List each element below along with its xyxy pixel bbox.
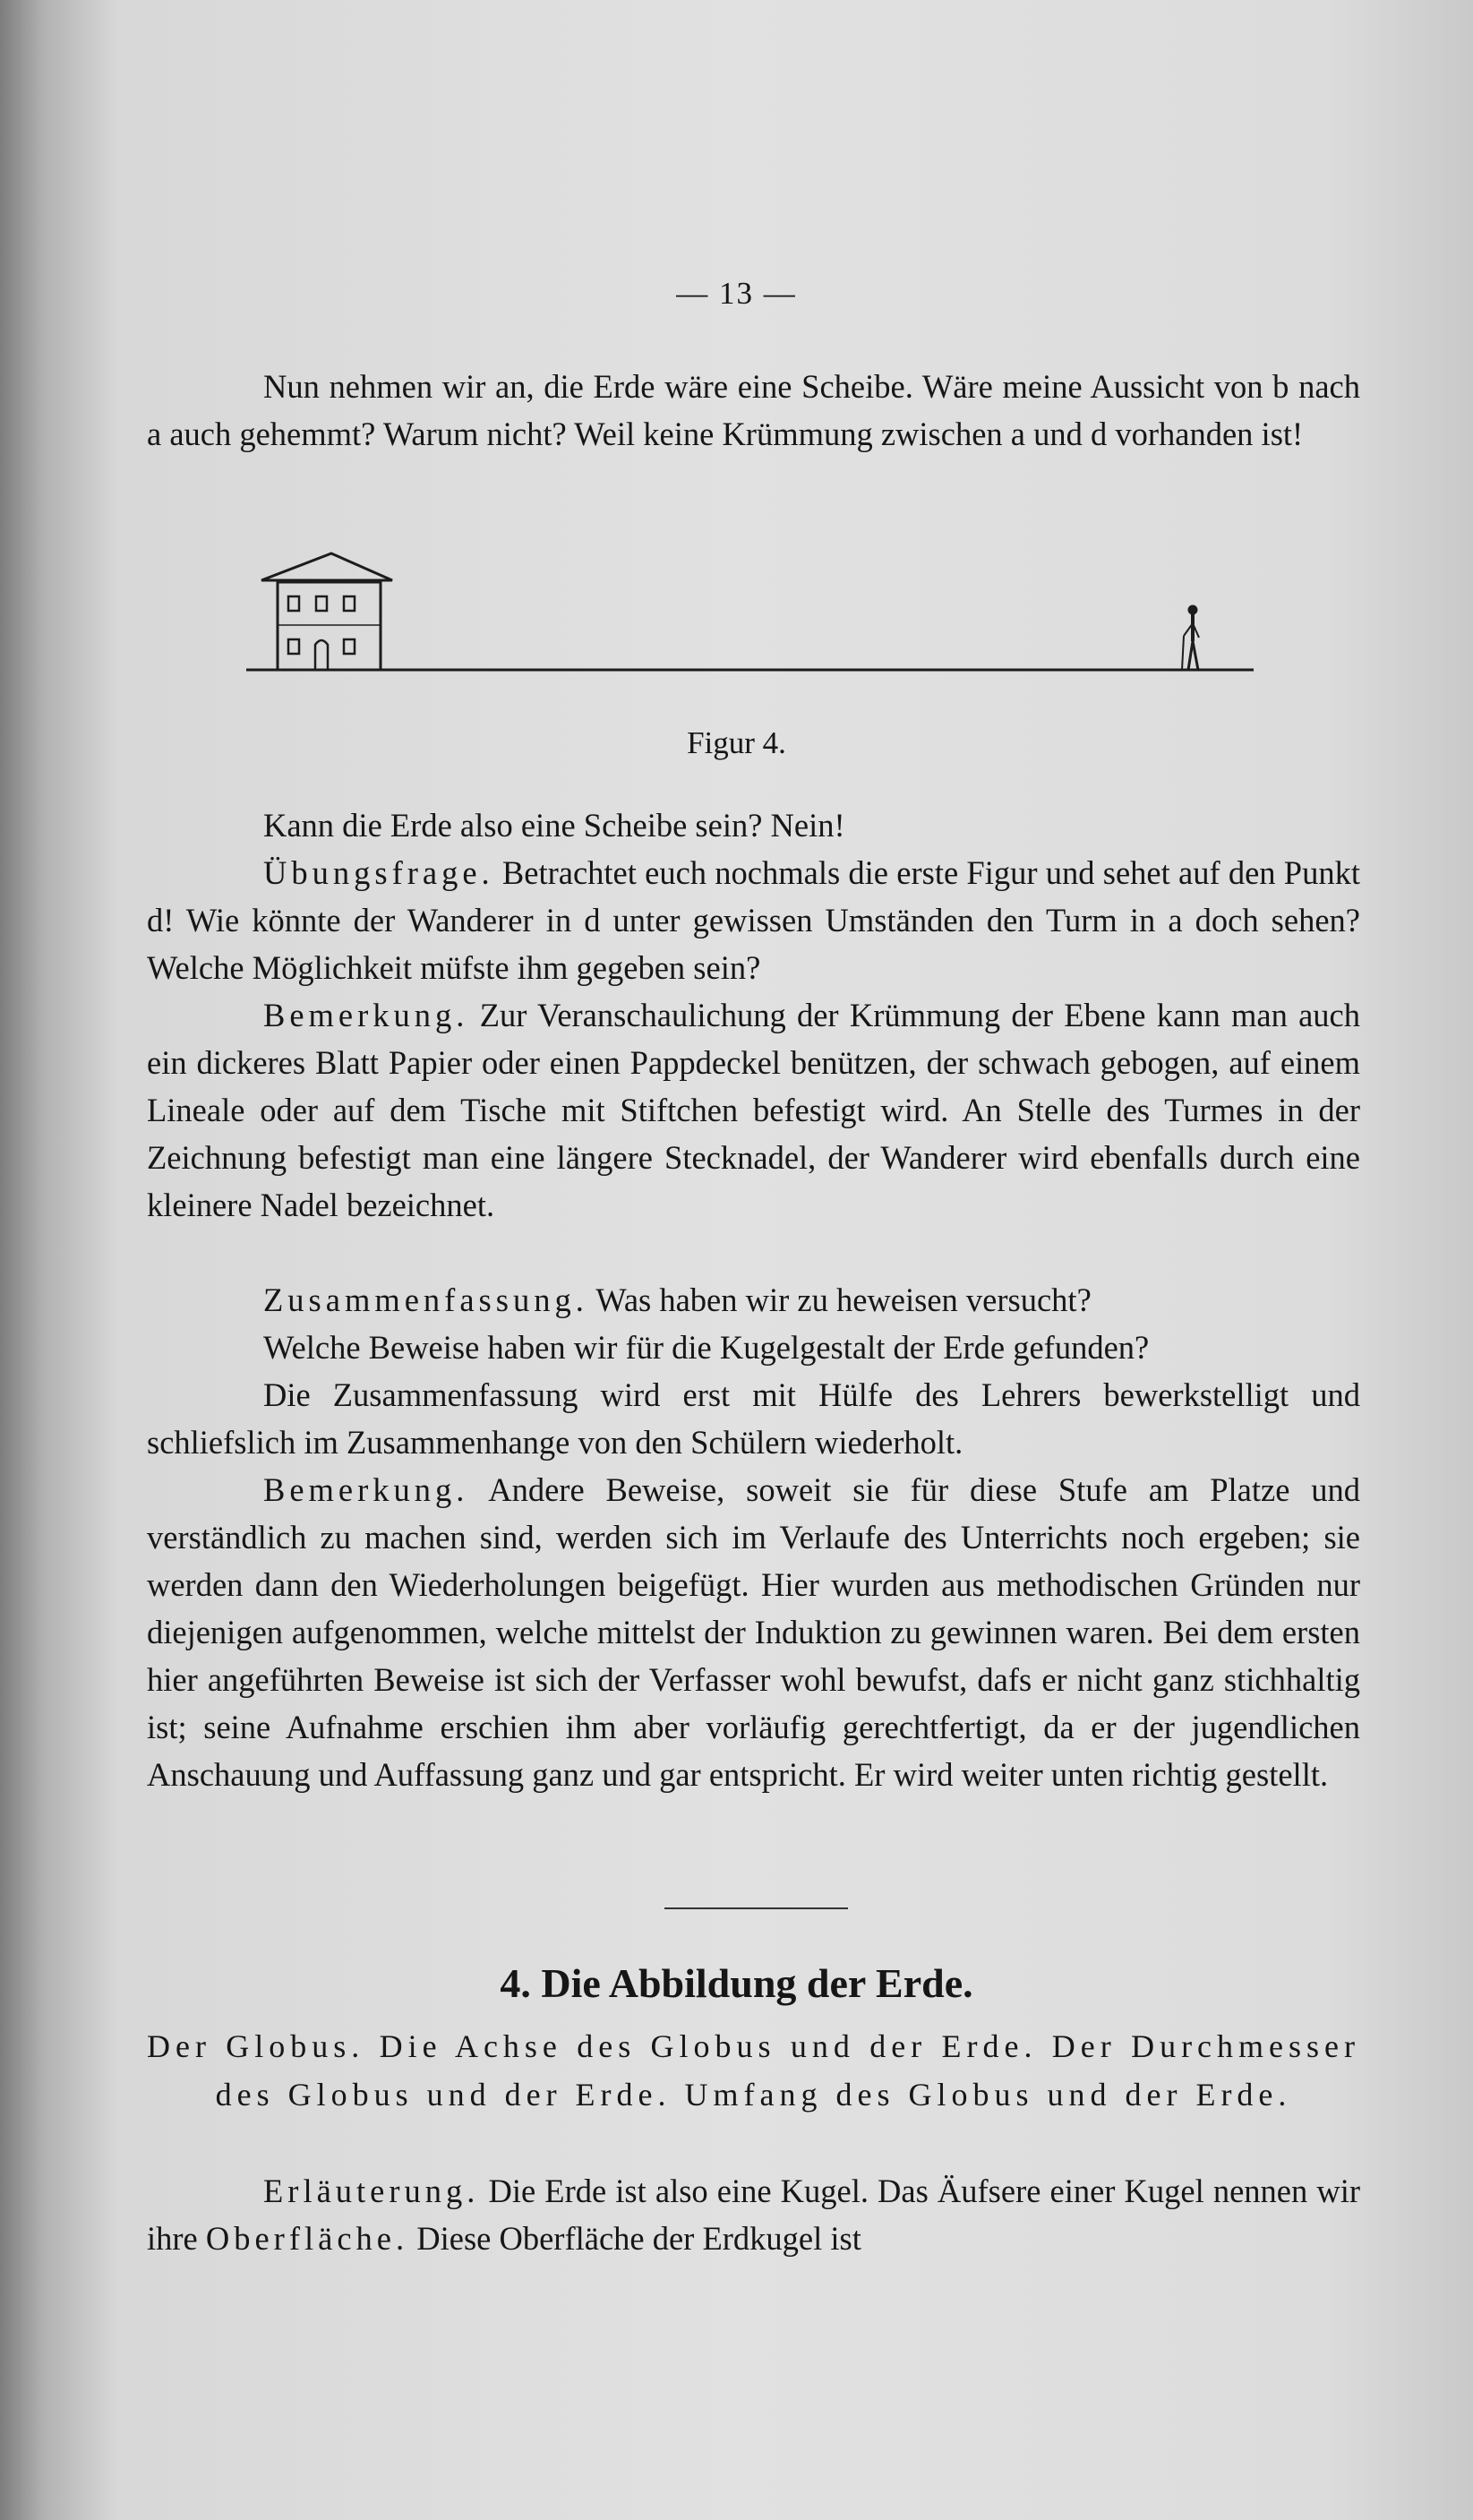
term-oberflaeche: Oberfläche.	[205, 2220, 409, 2257]
paragraph-summary	[147, 1276, 1360, 1324]
label-erlaeuterung: Erläuterung.	[263, 2173, 480, 2209]
paragraph-summary-procedure: Die Zusammenfassung wird erst mit Hülfe des Lehrers bewerkstelligt und schliefslich im Zusammenhange von den Schülern wiederholt.	[147, 1376, 1360, 1461]
figure-caption: Figur 4.	[687, 725, 786, 760]
label-bemerkung-1: Bemerkung.	[263, 997, 469, 1033]
paragraph-practice-question	[147, 849, 1360, 991]
paragraph-remark-1	[147, 991, 1360, 1229]
label-bemerkung-2: Bemerkung.	[263, 1471, 469, 1508]
paragraph-explanation	[147, 2167, 1360, 2262]
practice-question-text: Betrachtet euch nochmals die erste Figur und sehet auf den Punkt d! Wie könnte der Wanderer in d unter gewissen Umständen den Turm in a doch sehen? Welche Möglichkeit müfste ihm gegeben sein?	[147, 854, 1360, 986]
paragraph-question-disc: Kann die Erde also eine Scheibe sein? Nein!	[263, 807, 845, 844]
explanation-text: Die Erde ist also eine Kugel. Das Äufsere einer Kugel nennen wir ihre	[147, 2173, 1360, 2257]
section-title: 4. Die Abbildung der Erde.	[500, 1960, 973, 2006]
tower-building	[261, 553, 392, 670]
paragraph-remark-2	[147, 1466, 1360, 1798]
paragraph-proofs-question: Welche Beweise haben wir für die Kugelgestalt der Erde gefunden?	[263, 1329, 1150, 1366]
figure-4-flat-earth-illustration	[242, 537, 1263, 690]
label-uebungsfrage: Übungsfrage.	[263, 854, 494, 891]
remark-1-text: Zur Veranschaulichung der Krümmung der Ebene kann man auch ein dickeres Blatt Papier oder einen Pappdeckel benützen, der schwach gebogen, auf einem Lineale oder auf dem Tische mit Stiftchen befestigt wird. An Stelle des Turmes in der Zeichnung befestigt man eine längere Stecknadel, der Wanderer wird ebenfalls durch eine kleinere Nadel bezeichnet.	[147, 997, 1360, 1223]
page-number: — 13 —	[676, 276, 797, 311]
explanation-tail: Diese Oberfläche der Erdkugel ist	[408, 2220, 861, 2257]
summary-text: Was haben wir zu heweisen versucht?	[587, 1281, 1092, 1318]
remark-2-text: Andere Beweise, soweit sie für diese Stufe am Platze und verständlich zu machen sind, werden sich im Verlaufe des Unterrichts noch ergeben; sie werden dann den Wiederholungen beigefügt. Hier wurden aus methodischen Gründen nur diejenigen aufgenommen, welche mittelst der Induktion zu gewinnen waren. Bei dem ersten hier angeführten Beweise ist sich der Verfasser wohl bewufst, dafs er nicht ganz stichhaltig ist; seine Aufnahme erschien ihm aber vorläufig gerechtfertigt, da er der jugendlichen Anschauung und Auffassung ganz und gar entspricht. Er wird weiter unten richtig gestellt.	[147, 1471, 1360, 1793]
flat-earth-drawing	[242, 537, 1263, 690]
paragraph-flat-earth: Nun nehmen wir an, die Erde wäre eine Scheibe. Wäre meine Aussicht von b nach a auch gehemmt? Warum nicht? Weil keine Krümmung zwischen a und d vorhanden ist!	[147, 368, 1360, 452]
label-zusammenfassung: Zusammenfassung.	[263, 1281, 588, 1318]
section-topics: Der Globus. Die Achse des Globus und der Erde. Der Durchmesser des Globus und der Erde. Umfang des Globus und der Erde.	[147, 2028, 1360, 2113]
section-divider	[664, 1907, 848, 1909]
wanderer-figure	[1182, 605, 1199, 670]
